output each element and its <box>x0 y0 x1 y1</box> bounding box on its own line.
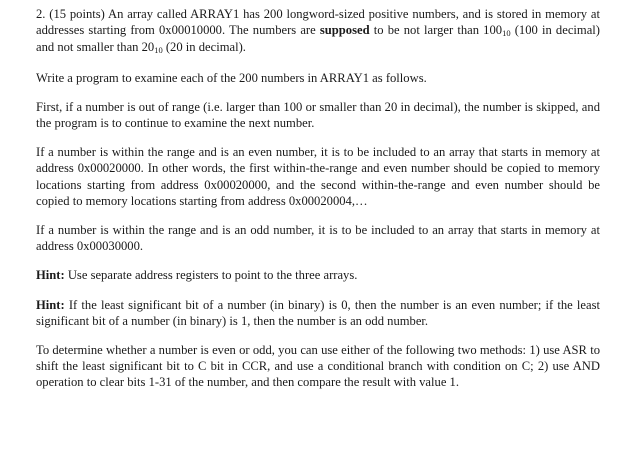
out-of-range-paragraph: First, if a number is out of range (i.e. larger than 100 or smaller than 20 in decimal), the number is skipped, and the program is to continue to examine the next number. <box>36 99 600 131</box>
hint-registers-text: Use separate address registers to point to the three arrays. <box>64 268 358 283</box>
problem-document <box>36 6 600 391</box>
intro-text-d: (20 in decimal). <box>162 40 246 55</box>
problem-intro <box>36 6 600 57</box>
even-case-paragraph: If a number is within the range and is an even number, it is to be included to an array that starts in memory at address 0x00020000. In other words, the first within-the-range and even number should be copied to memory locations starting from address 0x00020000, and the second within-the-range and even number should be copied to memory locations starting from address 0x00020004,… <box>36 145 600 208</box>
subscript-ten-a: 10 <box>502 28 511 39</box>
hint-label: Hint: <box>36 268 65 283</box>
intro-text-a: 2. (15 points) An array called ARRAY1 has 200 longword-sized positive numbers, and is stored in memory at addresses starting from 0x00010000. The numbers are <box>36 7 600 38</box>
hint-label: Hint: <box>36 297 65 312</box>
intro-text-c: (100 in decimal) and not smaller than 20 <box>36 23 600 55</box>
odd-case-paragraph: If a number is within the range and is an odd number, it is to be included to an array that starts in memory at address 0x00030000. <box>36 223 600 254</box>
hint-parity-text: If the least significant bit of a number (in binary) is 0, then the number is an even number; if the least significant bit of a number (in binary) is 1, then the number is an odd number. <box>36 297 600 328</box>
hint-registers-paragraph <box>36 267 600 283</box>
write-program-paragraph: Write a program to examine each of the 200 numbers in ARRAY1 as follows. <box>36 70 427 85</box>
hint-parity-paragraph <box>36 297 600 329</box>
intro-text-b: to be not larger than 100 <box>369 23 503 38</box>
intro-emphasis: supposed <box>319 23 370 38</box>
subscript-ten-b: 10 <box>154 45 163 56</box>
determine-parity-paragraph: To determine whether a number is even or odd, you can use either of the following two methods: 1) use ASR to shift the least significant bit to C bit in CCR, and use a conditional branch with condition on C; 2) use AND operation to clear bits 1-31 of the number, and then compare the result with value 1. <box>36 343 600 390</box>
